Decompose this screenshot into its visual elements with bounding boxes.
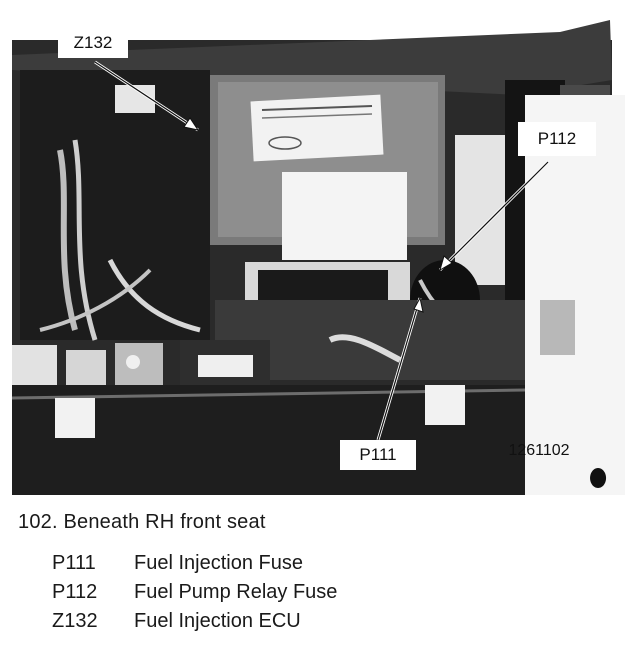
component-legend [52,549,337,636]
legend-code: Z132 [52,610,98,632]
legend-label: Fuel Injection Fuse [134,552,303,574]
legend-item [52,607,337,636]
figure-caption: 102. Beneath RH front seat [18,511,266,533]
callout-z132: Z132 [58,28,128,58]
legend-code: P111 [52,552,96,574]
legend-label: Fuel Injection ECU [134,610,301,632]
callout-p112: P112 [518,122,596,156]
callout-p111: P111 [340,440,416,470]
legend-code: P112 [52,581,98,603]
figure-reference-number: 1261102 [508,442,570,459]
legend-label: Fuel Pump Relay Fuse [134,581,338,603]
legend-item [52,578,337,607]
legend-item [52,549,337,578]
